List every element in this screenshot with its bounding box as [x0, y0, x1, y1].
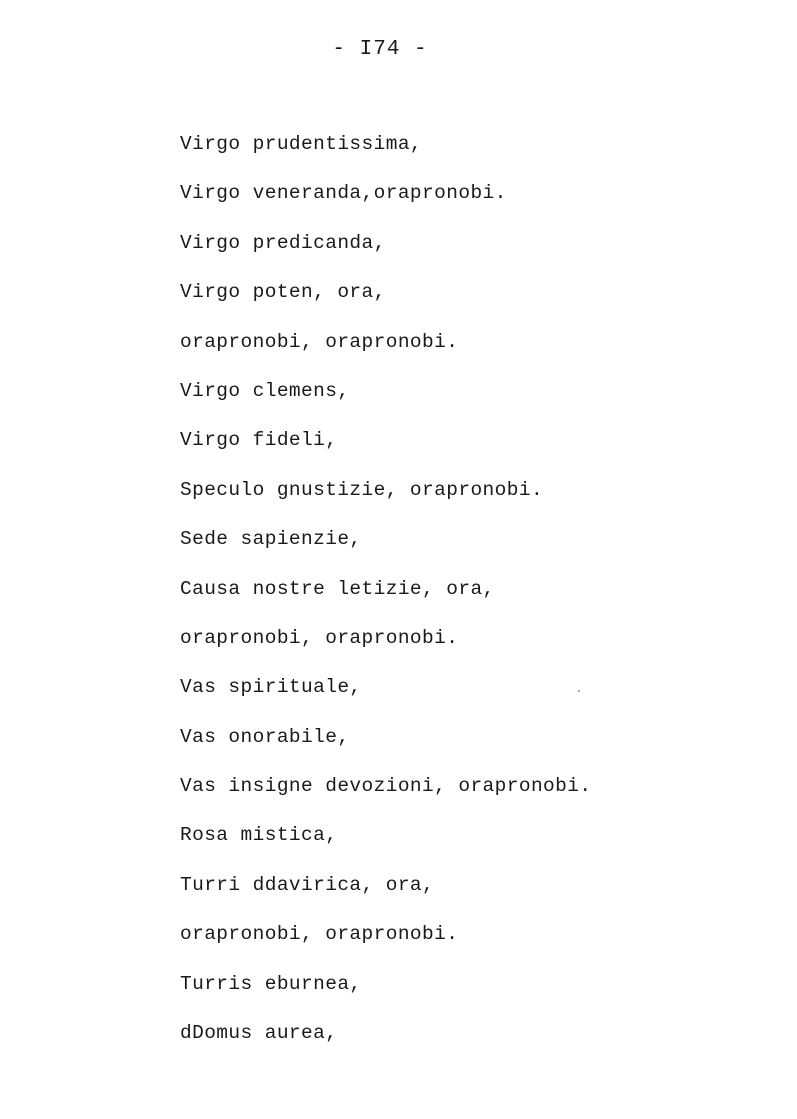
- text-line: Speculo gnustizie, orapronobi.: [180, 478, 544, 501]
- text-line: Vas onorabile,: [180, 725, 350, 748]
- text-line: Virgo fideli,: [180, 429, 338, 452]
- text-line: Vas spirituale,: [180, 676, 362, 699]
- text-line: dDomus aurea,: [180, 1022, 338, 1045]
- text-line: Virgo poten, ora,: [180, 281, 386, 304]
- text-lines: [180, 132, 591, 1070]
- text-line: Virgo predicanda,: [180, 231, 386, 254]
- text-line: orapronobi, orapronobi.: [180, 626, 459, 649]
- text-line: orapronobi, orapronobi.: [180, 923, 459, 946]
- text-line: Virgo prudentissima,: [180, 133, 423, 155]
- page-number: - I74 -: [332, 38, 428, 61]
- text-line: Turri ddavirica, ora,: [180, 873, 435, 896]
- text-line: Vas insigne devozioni, orapronobi.: [180, 775, 592, 798]
- text-line: Causa nostre letizie, ora,: [180, 577, 495, 600]
- text-line: Sede sapienzie,: [180, 528, 362, 551]
- text-line: Virgo veneranda,orapronobi.: [180, 182, 507, 205]
- scan-speck: [578, 690, 580, 692]
- text-line: Virgo clemens,: [180, 379, 350, 402]
- text-line: Turris eburnea,: [180, 972, 362, 995]
- text-line: orapronobi, orapronobi.: [180, 330, 459, 353]
- text-line: Rosa mistica,: [180, 824, 338, 847]
